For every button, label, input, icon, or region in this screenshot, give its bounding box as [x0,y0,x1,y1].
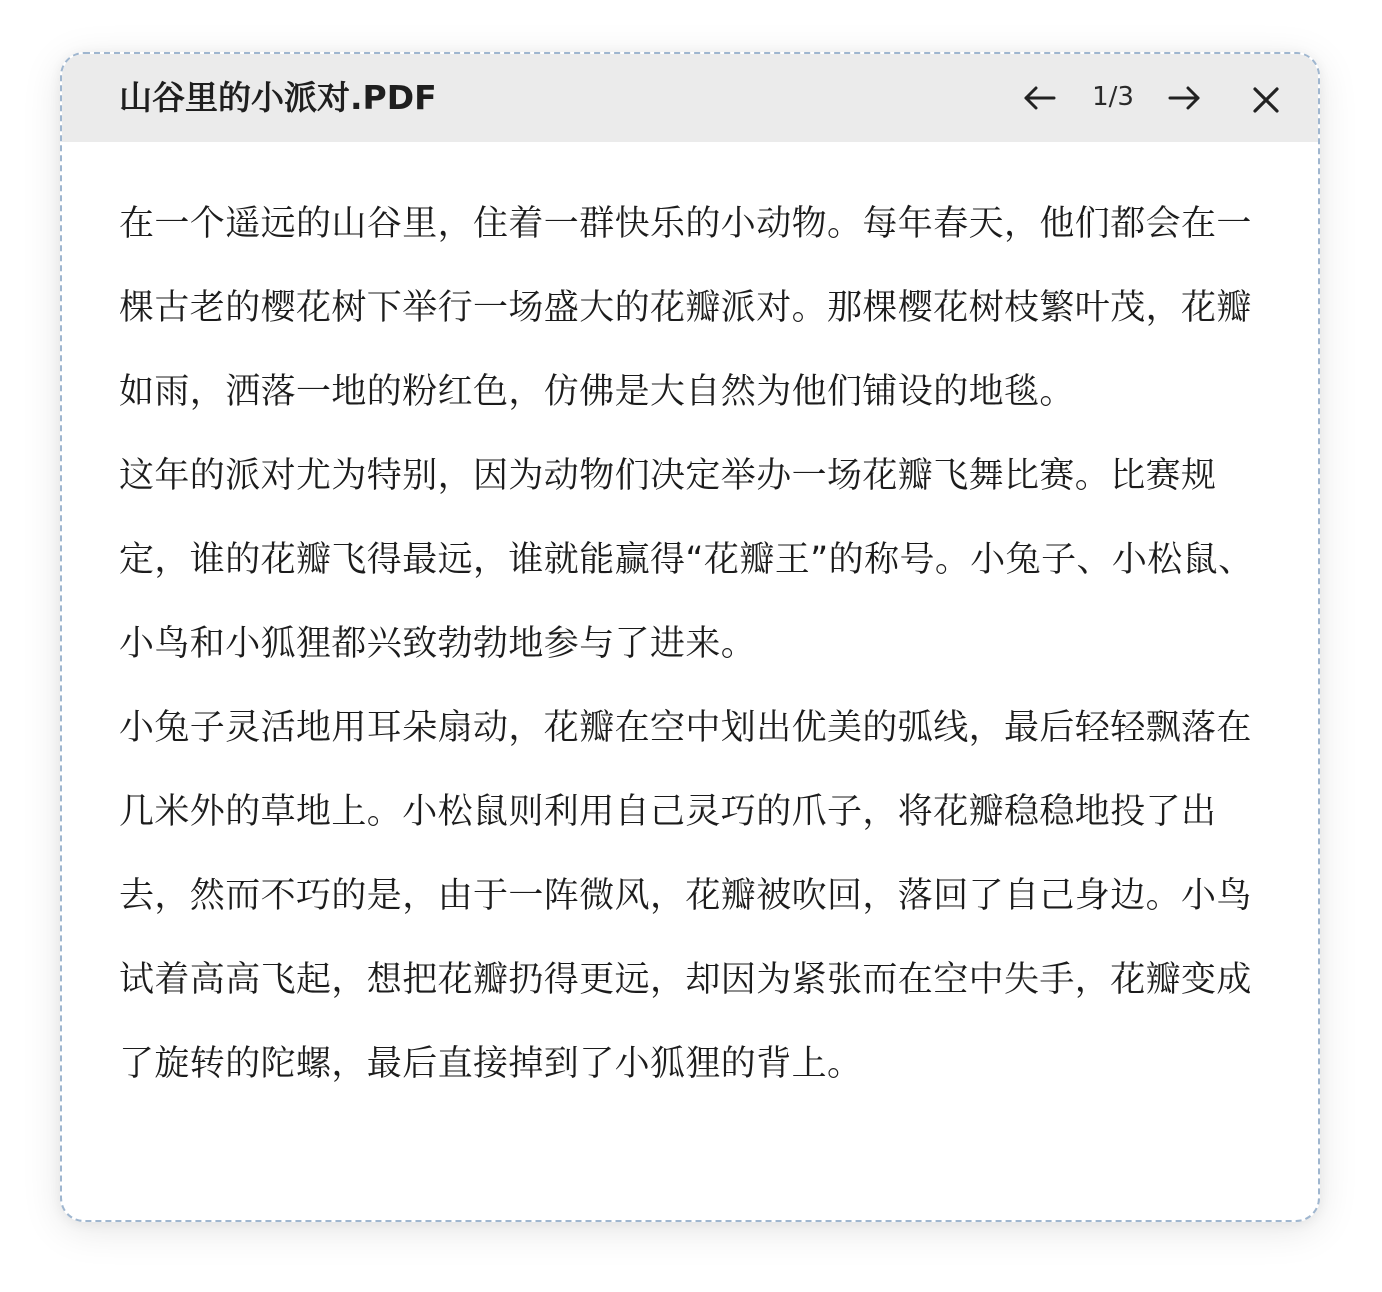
close-button[interactable] [1246,80,1286,120]
next-page-button[interactable] [1164,78,1204,118]
arrow-left-icon [1022,80,1058,116]
previous-page-button[interactable] [1020,78,1060,118]
close-icon [1251,85,1281,115]
arrow-right-icon [1166,80,1202,116]
paragraph: 这年的派对尤为特别，因为动物们决定举办一场花瓣飞舞比赛。比赛规定，谁的花瓣飞得最远，谁就能赢得“花瓣王”的称号。小兔子、小松鼠、小鸟和小狐狸都兴致勃勃地参与了进来。 [119,456,1254,664]
title-bar [62,54,1318,142]
document-title: 山谷里的小派对.PDF [119,78,437,117]
pdf-viewer-window [60,52,1320,1222]
page-indicator: 1/3 [1092,82,1134,112]
paragraph: 在一个遥远的山谷里，住着一群快乐的小动物。每年春天，他们都会在一棵古老的樱花树下举行一场盛大的花瓣派对。那棵樱花树枝繁叶茂，花瓣如雨，洒落一地的粉红色，仿佛是大自然为他们铺设的地毯。 [119,204,1252,412]
document-content [119,182,1264,1106]
paragraph: 小兔子灵活地用耳朵扇动，花瓣在空中划出优美的弧线，最后轻轻飘落在几米外的草地上。小松鼠则利用自己灵巧的爪子，将花瓣稳稳地投了出去，然而不巧的是，由于一阵微风，花瓣被吹回，落回了自己身边。小鸟试着高高飞起，想把花瓣扔得更远，却因为紧张而在空中失手，花瓣变成了旋转的陀螺，最后直接掉到了小狐狸的背上。 [119,708,1252,1084]
